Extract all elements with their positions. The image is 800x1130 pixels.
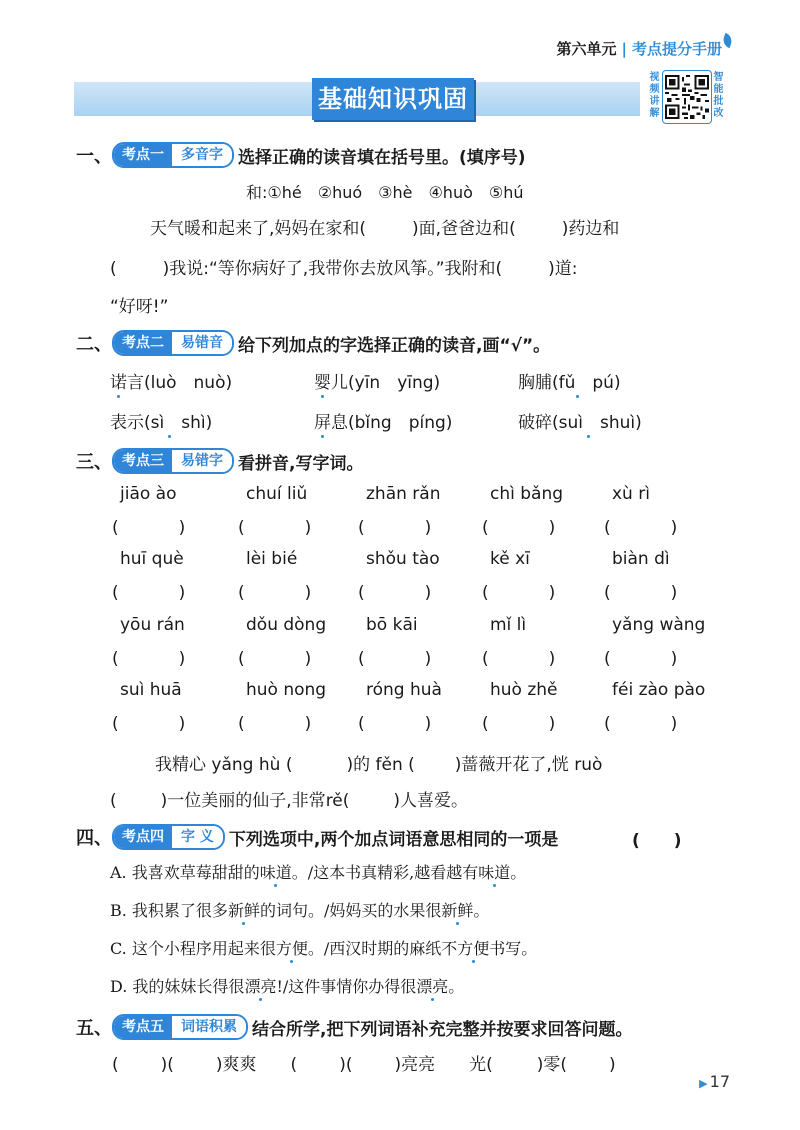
s1-line-3: “好呀!” — [110, 297, 169, 317]
section-4-header — [76, 824, 558, 850]
section-number: 一、 — [76, 146, 112, 167]
tag-value: 字 义 — [172, 826, 223, 848]
pinyin-cell: yǎng wàng — [612, 615, 706, 635]
section-number: 五、 — [76, 1018, 112, 1039]
pinyin-cell: suì huā — [120, 680, 182, 700]
s5-line-1: ( )( )爽爽 ( )( )亮亮 光( )零( ) — [112, 1055, 616, 1075]
section-1-header — [76, 142, 526, 168]
pinyin-cell: huī què — [120, 549, 184, 569]
banner-title: 基础知识巩固 — [312, 78, 474, 120]
section-5-header — [76, 1014, 632, 1040]
section-number: 二、 — [76, 334, 112, 355]
pinyin-cell: kě xī — [490, 549, 530, 569]
answer-blank[interactable]: ( ) — [238, 518, 312, 538]
section-3-header — [76, 448, 363, 474]
section-tag — [112, 824, 225, 850]
qr-block[interactable] — [648, 70, 726, 128]
page-header — [556, 38, 722, 59]
pinyin-cell: dǒu dòng — [246, 615, 327, 635]
leaf-icon — [721, 33, 734, 48]
tag-key: 考点三 — [114, 450, 172, 472]
s1-line-1: 天气暖和起来了,妈妈在家和( )面,爸爸边和( )药边和 — [150, 219, 620, 239]
answer-blank[interactable]: ( ) — [112, 583, 186, 603]
answer-paren: ( ) — [632, 831, 682, 851]
answer-blank[interactable]: ( ) — [482, 583, 556, 603]
answer-blank[interactable]: ( ) — [482, 649, 556, 669]
tag-value: 词语积累 — [172, 1016, 246, 1038]
pinyin-cell: huò nong — [246, 680, 327, 700]
answer-blank[interactable]: ( ) — [358, 649, 432, 669]
answer-blank[interactable]: ( ) — [112, 714, 186, 734]
tag-key: 考点二 — [114, 332, 172, 354]
pinyin-options: 和:①hé ②huó ③hè ④huò ⑤hú — [246, 183, 524, 202]
section-number: 四、 — [76, 828, 112, 849]
answer-blank[interactable]: ( ) — [358, 714, 432, 734]
page-number: ▶ 17 — [699, 1072, 730, 1091]
section-instruction: 下列选项中,两个加点词语意思相同的一项是 — [228, 829, 559, 850]
s2-item: 婴儿(yīn yīng) — [314, 373, 441, 393]
answer-blank[interactable]: ( ) — [482, 518, 556, 538]
section-tag — [112, 448, 234, 474]
s1-line-2: ( )我说:“等你病好了,我带你去放风筝。”我附和( )道: — [110, 259, 578, 279]
section-instruction: 看拼音,写字词。 — [238, 453, 364, 474]
s3-passage-line-1: 我精心 yǎng hù ( )的 fěn ( )蔷薇开花了,恍 ruò — [155, 755, 603, 775]
pinyin-cell: chì bǎng — [490, 484, 564, 504]
option-b: B. 我积累了很多新鲜的词句。/妈妈买的水果很新鲜。 — [110, 901, 490, 920]
pinyin-cell: xù rì — [612, 484, 650, 504]
section-instruction: 选择正确的读音填在括号里。(填序号) — [238, 147, 526, 168]
tag-key: 考点四 — [114, 826, 172, 848]
section-number: 三、 — [76, 452, 112, 473]
header-separator: | — [621, 40, 627, 58]
pinyin-cell: chuí liǔ — [246, 484, 308, 504]
answer-blank[interactable]: ( ) — [482, 714, 556, 734]
answer-blank[interactable]: ( ) — [358, 518, 432, 538]
pinyin-cell: féi zào pào — [612, 680, 706, 700]
answer-blank[interactable]: ( ) — [238, 649, 312, 669]
option-c: C. 这个小程序用起来很方便。/西汉时期的麻纸不方便书写。 — [110, 939, 538, 958]
s2-item: 胸脯(fǔ pú) — [518, 373, 621, 393]
qr-code-icon[interactable] — [662, 70, 712, 124]
section-instruction: 给下列加点的字选择正确的读音,画“√”。 — [238, 335, 551, 356]
pinyin-cell: jiāo ào — [120, 484, 177, 504]
s2-item: 屏息(bǐng píng) — [314, 413, 453, 433]
section-instruction: 结合所学,把下列词语补充完整并按要求回答问题。 — [252, 1019, 633, 1040]
answer-blank[interactable]: ( ) — [112, 518, 186, 538]
pinyin-cell: huò zhě — [490, 680, 558, 700]
pinyin-cell: shǒu tào — [366, 549, 440, 569]
section-tag — [112, 142, 234, 168]
section-tag — [112, 330, 234, 356]
unit-label: 第六单元 — [556, 40, 617, 58]
answer-blank[interactable]: ( ) — [604, 518, 678, 538]
s2-item: 破碎(suì shuì) — [518, 413, 642, 433]
option-a: A. 我喜欢草莓甜甜的味道。/这本书真精彩,越看越有味道。 — [110, 863, 527, 882]
arrow-icon: ▶ — [699, 1077, 708, 1090]
qr-right-label: 智能批改 — [713, 72, 724, 119]
pinyin-cell: zhān rǎn — [366, 484, 441, 504]
answer-blank[interactable]: ( ) — [604, 649, 678, 669]
pinyin-cell: mǐ lì — [490, 615, 527, 635]
answer-blank[interactable]: ( ) — [238, 583, 312, 603]
tag-value: 易错音 — [172, 332, 232, 354]
qr-left-label: 视频讲解 — [649, 72, 660, 119]
answer-blank[interactable]: ( ) — [112, 649, 186, 669]
pinyin-cell: bō kāi — [366, 615, 418, 635]
s3-passage-line-2: ( )一位美丽的仙子,非常rě( )人喜爱。 — [110, 791, 469, 811]
answer-blank[interactable]: ( ) — [238, 714, 312, 734]
pinyin-cell: biàn dì — [612, 549, 670, 569]
pinyin-cell: róng huà — [366, 680, 442, 700]
book-title: 考点提分手册 — [631, 40, 722, 58]
tag-key: 考点一 — [114, 144, 172, 166]
s2-item: 诺言(luò nuò) — [110, 373, 233, 393]
section-2-header — [76, 330, 550, 356]
section-tag — [112, 1014, 248, 1040]
answer-blank[interactable]: ( ) — [604, 714, 678, 734]
tag-value: 多音字 — [172, 144, 232, 166]
option-d: D. 我的妹妹长得很漂亮!/这件事情你办得很漂亮。 — [110, 977, 465, 996]
pinyin-cell: lèi bié — [246, 549, 298, 569]
s2-item: 表示(sì shì) — [110, 413, 213, 433]
answer-blank[interactable]: ( ) — [358, 583, 432, 603]
pinyin-cell: yōu rán — [120, 615, 185, 635]
tag-key: 考点五 — [114, 1016, 172, 1038]
tag-value: 易错字 — [172, 450, 232, 472]
answer-blank[interactable]: ( ) — [604, 583, 678, 603]
